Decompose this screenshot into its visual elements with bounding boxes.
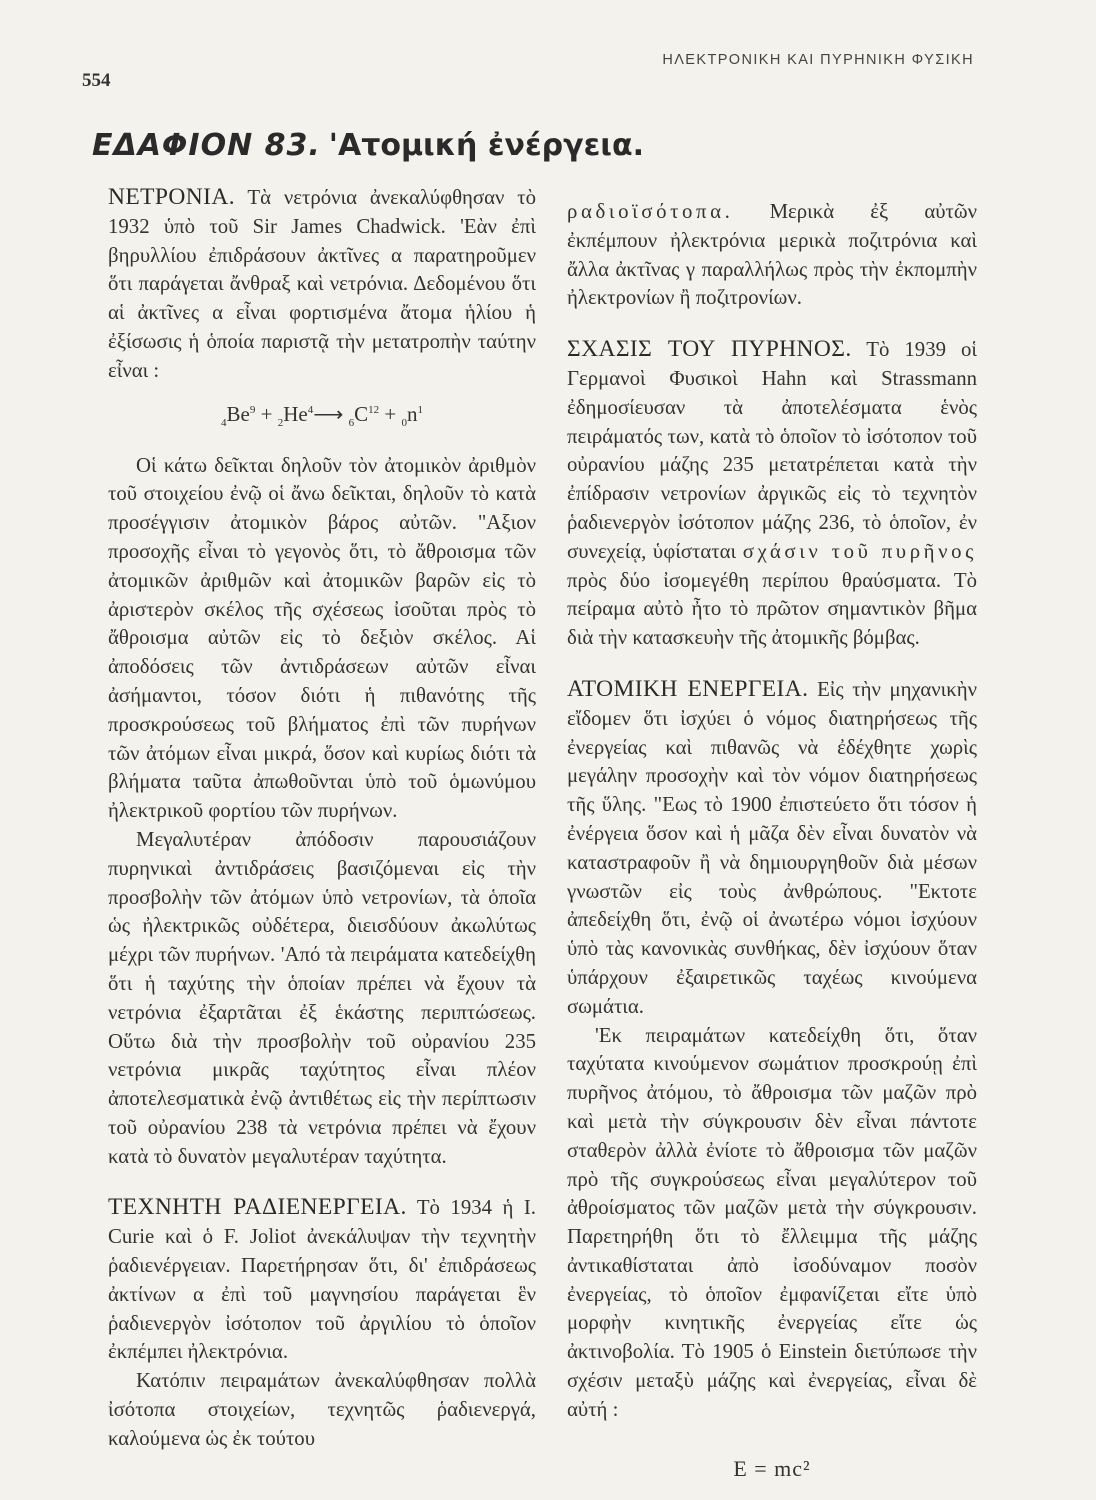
lesson-title: [92, 128, 644, 163]
artificial-paragraph-2-start: Κατόπιν πειραμάτων ἀνεκαλύφθησαν πολλὰ ἰσότοπα στοιχείων, τεχνητῶς ῥαδιενεργά, καλούμενα ὡς ἐκ τούτου: [108, 1369, 536, 1450]
eq-n: n: [406, 401, 418, 426]
fission-spaced-term: σχάσιν τοῦ πυρῆνος: [742, 539, 977, 563]
artificial-paragraph-2-end: [567, 198, 977, 313]
eq-plus: +: [260, 401, 273, 426]
neutrons-paragraph: [108, 183, 536, 386]
fission-text-end: πρὸς δύο ἰσομεγέθη περίπου θραύσματα. Τὸ πείραμα αὐτὸ ἦτο τὸ πρῶτον σημαντικὸν βῆμα διὰ τὴν κατασκευὴν τῆς ἀτομικῆς βόμβας.: [567, 568, 977, 650]
lesson-label: ΕΔΑΦΙΟΝ 83.: [92, 128, 321, 163]
section-heading-atomic: ΑΤΟΜΙΚΗ ΕΝΕΡΓΕΙΑ.: [567, 675, 809, 702]
eq-n-a: 1: [417, 403, 423, 416]
eq-he-a: 4: [307, 403, 314, 416]
radioisotopes-term: ραδιοϊσότοπα.: [567, 200, 734, 223]
eq-n-z: 0: [401, 416, 407, 429]
page-number: 554: [82, 70, 111, 91]
eq-be-z: 4: [221, 416, 227, 429]
eq-c-z: 6: [348, 416, 355, 429]
nuclear-equation: [108, 396, 536, 438]
eq-plus: +: [384, 401, 397, 426]
right-column: [567, 198, 977, 1483]
einstein-formula: E = mc²: [733, 1455, 811, 1481]
section-heading-neutrons: ΝΕΤΡΟΝΙΑ.: [108, 184, 235, 210]
fission-text-start: Τὸ 1939 οἱ Γερμανοὶ Φυσικοὶ Hahn καὶ Strassmann ἐδημοσίευσαν τὰ ἀποτελέσματα ἑνὸς πειράματός των, κατὰ τὸ ὁποῖον τὸ ἰσότοπον τοῦ οὐρανίου μάζης 235 μετατρέπεται κατὰ τὴν ἐπίδρασιν νετρονίων ἀργικῶς εἰς τὸ τεχνητὸν ῥαδιενεργὸν ἰσότοπον μάζης 236, τὸ ὁποῖον, ἐν συνεχείᾳ, ὑφίσταται: [567, 338, 977, 563]
artificial-text-end: Μερικὰ ἐξ αὐτῶν ἐκπέμπουν ἠλεκτρόνια μερικὰ ποζιτρόνια καὶ ἄλλα ἀκτῖνας γ παραλλήλως πρὸς τὴν ἐκπομπὴν ἠλεκτρονίων ἢ ποζιτρονίων.: [567, 200, 978, 310]
atomic-paragraph: [567, 675, 977, 1022]
lesson-name: 'Ατομική ἐνέργεια.: [328, 128, 644, 163]
atomic-paragraph-2: 'Εκ πειραμάτων κατεδείχθη ὅτι, ὅταν ταχύτατα κινούμενον σωμάτιον προσκρούῃ ἐπὶ πυρῆνος ἀτόμου, τὸ ἄθροισμα τῶν μαζῶν πρὸ καὶ μετὰ τὴν σύγκρουσιν δὲν εἶναι πάντοτε σταθερὸν ἀλλὰ ἐνίοτε τὸ ἄθροισμα τῶν μαζῶν πρὸ τῆς συγκρούσεως εἶναι μεγαλύτερον τοῦ ἀθροίσματος τῶν μαζῶν μετὰ τὴν σύγκρουσιν. Παρετηρήθη ὅτι τὸ ἔλλειμμα τῆς μάζης ἀντικαθίσταται ἀπὸ ἰσοδύναμον ποσὸν ἐνεργείας, τὸ ὁποῖον ἐμφανίζεται εἴτε ὑπὸ μορφὴν κινητικῆς ἐνεργείας εἴτε ὡς ἀκτινοβολία. Τὸ 1905 ὁ Einstein διετύπωσε τὴν σχέσιν μεταξὺ μάζης καὶ ἐνεργείας, εἶναι δὲ αὐτή :: [567, 1023, 977, 1421]
eq-he: He: [283, 401, 308, 426]
artificial-text: Τὸ 1934 ἡ I. Curie καὶ ὁ F. Joliot ἀνεκάλυψαν τὴν τεχνητὴν ῥαδιενέργειαν. Παρετήρησαν ὅτι, δι' ἐπιδράσεως ἀκτίνων α ἐπὶ τοῦ μαγνησίου παράγεται ἓν ῥαδιενεργὸν ἰσότοπον τοῦ ἀργιλίου τὸ ὁποῖον ἐκπέμπει ἠλεκτρόνια.: [108, 1196, 537, 1364]
eq-c: C: [354, 401, 369, 426]
eq-he-z: 2: [277, 416, 284, 429]
artificial-paragraph: [108, 1193, 536, 1367]
left-column: [108, 183, 536, 1454]
section-heading-artificial: ΤΕΧΝΗΤΗ ΡΑΔΙΕΝΕΡΓΕΙΑ.: [108, 1194, 407, 1221]
fission-paragraph: [567, 335, 977, 653]
eq-arrow: ⟶: [313, 401, 344, 426]
atomic-text: Εἰς τὴν μηχανικὴν εἴδομεν ὅτι ἰσχύει ὁ νόμος διατηρήσεως τῆς ἐνεργείας καὶ πιθανῶς νὰ ἐδέχθητε χωρὶς μεγάλην προσοχὴν καὶ τὸν νόμον διατηρήσεως τῆς ὕλης. "Εως τὸ 1900 ἐπιστεύετο ὅτι τόσον ἡ ἐνέργεια ὅσον καὶ ἡ μᾶζα δὲν εἶναι δυνατὸν νὰ καταστραφοῦν ἢ νὰ δημιουργηθοῦν διὰ μέσων γνωστῶν εἰς τοὺς ἀνθρώπους. "Εκτοτε ἀπεδείχθη ὅτι, ἐνῷ οἱ ἀνωτέρω νόμοι ἰσχύουν ὑπὸ τὰς κανονικὰς συνθήκας, δὲν ἰσχύουν ὅταν ὑπάρχουν ἐξαιρετικῶς ταχέως κινούμενα σωμάτια.: [567, 677, 977, 1018]
running-head: ΗΛΕΚΤΡΟΝΙΚΗ ΚΑΙ ΠΥΡΗΝΙΚΗ ΦΥΣΙΚΗ: [662, 52, 974, 68]
eq-be-a: 9: [249, 403, 256, 416]
section-heading-fission: ΣΧΑΣΙΣ ΤΟΥ ΠΥΡΗΝΟΣ.: [567, 336, 852, 363]
neutrons-paragraph-3: Μεγαλυτέραν ἀπόδοσιν παρουσιάζουν πυρηνικαὶ ἀντιδράσεις βασιζόμεναι εἰς τὴν προσβολὴν τῶν ἀτόμων ὑπὸ νετρονίων, τὰ ὁποῖα ὡς ἠλεκτρικῶς οὐδέτερα, διεισδύουν ἀκωλύτως μέχρι τῶν πυρήνων. 'Από τὰ πειράματα κατεδείχθη ὅτι ἡ ταχύτης τὴν ὁποίαν πρέπει νὰ ἔχουν τὰ νετρόνια ἐξαρτᾶται ἐξ ἑκάστης περιπτώσεως. Οὕτω διὰ τὴν προσβολὴν τοῦ οὐρανίου 235 νετρόνια μικρᾶς ταχύτητος εἶναι πλέον ἀποτελεσματικὰ ἐνῷ ἀντιθέτως εἰς τὴν περίπτωσιν τοῦ οὐρανίου 238 τὰ νετρόνια πρέπει νὰ ἔχουν κατὰ τὸ δυνατὸν μεγαλυτέραν ταχύτητα.: [108, 827, 536, 1168]
neutrons-text: Τὰ νετρόνια ἀνεκαλύφθησαν τὸ 1932 ὑπὸ τοῦ Sir James Chadwick. 'Εὰν ἐπὶ βηρυλλίου ἐπιδράσουν ἀκτῖνες α παρατηροῦμεν ὅτι παράγεται ἄνθραξ καὶ νετρόνια. Δεδομένου ὅτι αἱ ἀκτῖνες α εἶναι φορτισμένα ἄτομα ἡλίου ἡ ἐξίσωσις ἡ ὁποία παριστᾷ τὴν μετατροπὴν ταύτην εἶναι :: [108, 186, 536, 382]
neutrons-paragraph-2: Οἱ κάτω δεῖκται δηλοῦν τὸν ἀτομικὸν ἀριθμὸν τοῦ στοιχείου ἐνῷ οἱ ἄνω δεῖκται, δηλοῦν τὸ κατὰ προσέγγισιν ἀτομικὸν βάρος αὐτῶν. "Αξιον προσοχῆς εἶναι τὸ γεγονὸς ὅτι, τὸ ἄθροισμα τῶν ἀτομικῶν ἀριθμῶν καὶ ἀτομικῶν βαρῶν εἰς τὸ ἀριστερὸν σκέλος τῆς σχέσεως ἰσοῦται πρὸς τὸ ἄθροισμα αὐτῶν εἰς τὸ δεξιὸν σκέλος. Αἱ ἀποδόσεις τῶν ἀντιδράσεων αὐτῶν εἶναι ἀσήμαντοι, τόσον διότι ἡ πιθανότης τῆς προσκρούσεως τοῦ βλήματος ἐπὶ τῶν πυρήνων τῶν ἀτόμων εἶναι μικρά, ὅσον καὶ κυρίως διότι τὰ βλήματα ταῦτα ἀπωθοῦνται ὑπὸ τοῦ ὁμωνύμου ἠλεκτρικοῦ φορτίου τῶν πυρήνων.: [108, 453, 536, 823]
eq-c-a: 12: [368, 403, 380, 416]
eq-be: Be: [226, 401, 250, 426]
